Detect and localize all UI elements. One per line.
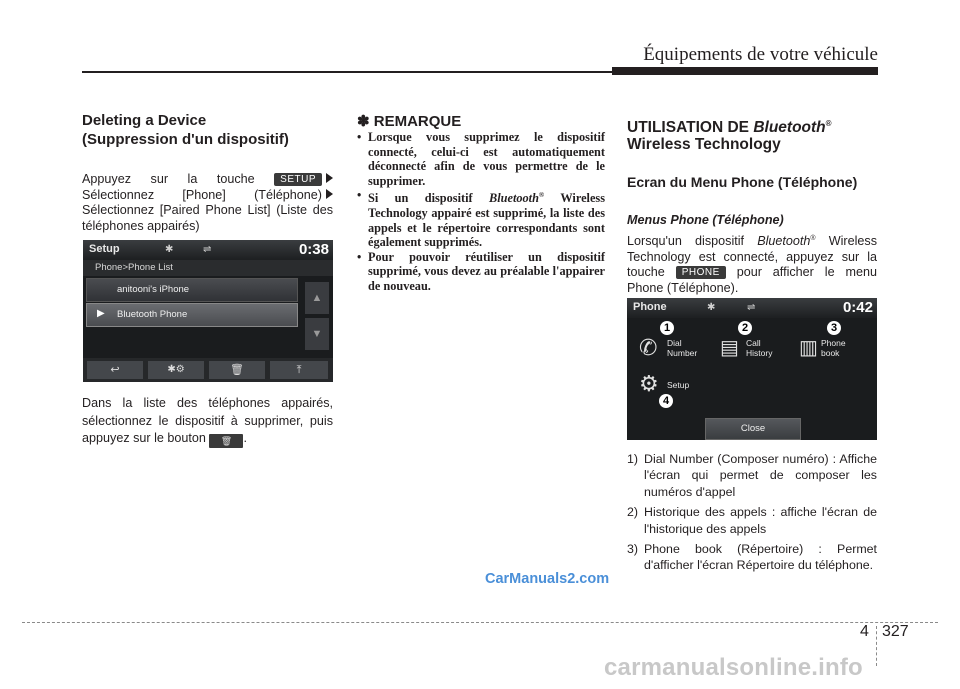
usb-icon: ⇌ bbox=[747, 302, 756, 313]
bluetooth-settings-icon[interactable]: ✱⚙ bbox=[148, 361, 204, 379]
screen-title: Setup bbox=[89, 243, 120, 255]
call-history-button[interactable] bbox=[720, 336, 790, 366]
menu-description-list bbox=[627, 451, 877, 578]
arrow-right-icon bbox=[326, 173, 333, 183]
section-title: Équipements de votre véhicule bbox=[643, 44, 878, 65]
header-rule bbox=[82, 71, 612, 73]
remark-title: REMARQUE bbox=[373, 113, 462, 130]
bluetooth-icon: ✱ bbox=[165, 244, 174, 255]
remark-item bbox=[357, 188, 605, 249]
bullet: • bbox=[357, 130, 362, 144]
dial-number-button[interactable] bbox=[639, 336, 709, 366]
delete-instruction: Dans la liste des téléphones appairés, sélectionnez le dispositif à supprimer, puis appuyez sur le bouton bbox=[82, 396, 333, 445]
callout-1: 1 bbox=[660, 321, 674, 335]
remark-item bbox=[357, 250, 605, 294]
handset-icon: ✆ bbox=[639, 335, 658, 360]
watermark-carmanuals2[interactable]: CarManuals2.com bbox=[485, 571, 610, 587]
registered-mark: ® bbox=[810, 235, 816, 242]
trash-icon: 🗑 bbox=[209, 434, 243, 448]
para-text: Lorsqu'un dispositif bbox=[627, 234, 745, 249]
bullet: • bbox=[357, 249, 362, 264]
util-prefix: UTILISATION DE bbox=[627, 119, 749, 137]
breadcrumb: Phone>Phone List bbox=[95, 262, 173, 273]
list-number: 2) bbox=[627, 505, 639, 520]
list-text: Dial Number (Composer numéro) : Affiche l'écran qui permet de composer les numéros d'appel bbox=[644, 452, 877, 499]
bullet: • bbox=[357, 188, 362, 203]
delete-icon[interactable]: 🗑 bbox=[209, 361, 265, 379]
remark-list bbox=[357, 130, 605, 294]
list-item bbox=[627, 451, 877, 500]
list-number: 1) bbox=[627, 452, 639, 466]
heading-deleting-device: Deleting a Device bbox=[82, 112, 207, 129]
site-watermark[interactable]: carmanualsonline.info bbox=[604, 654, 863, 681]
bluetooth-icon: ✱ bbox=[707, 302, 716, 313]
setup-menu-button[interactable] bbox=[639, 372, 709, 398]
list-number: 3) bbox=[627, 542, 639, 557]
setup-key: SETUP bbox=[274, 173, 322, 186]
phone-name: anitooni's iPhone bbox=[117, 284, 190, 295]
menu-label: Number bbox=[667, 348, 698, 358]
play-icon: ▶ bbox=[97, 308, 105, 319]
callout-3: 3 bbox=[827, 321, 841, 335]
list-item bbox=[627, 541, 877, 574]
screen-toolbar bbox=[83, 358, 333, 382]
clock: 0:38 bbox=[298, 241, 329, 258]
menu-label: Call bbox=[746, 338, 761, 348]
phone-list-item-iphone[interactable] bbox=[86, 278, 298, 302]
setup-phone-list-screen bbox=[83, 240, 333, 382]
menus-heading: Menus Phone (Téléphone) bbox=[627, 213, 784, 227]
instruction-line-3: Sélectionnez [Paired Phone List] (Liste des téléphones appairés) bbox=[82, 203, 333, 233]
bluetooth-word: Bluetooth bbox=[757, 234, 811, 249]
clock: 0:42 bbox=[842, 299, 873, 316]
gear-icon: ⚙ bbox=[639, 371, 659, 396]
list-text: Phone book (Répertoire) : Permet d'afficher l'écran Répertoire du téléphone. bbox=[644, 542, 877, 573]
phone-menu-screen bbox=[627, 298, 877, 440]
registered-mark: ® bbox=[825, 119, 832, 128]
bluetooth-word: Bluetooth bbox=[753, 119, 826, 137]
menu-label: Setup bbox=[667, 380, 690, 390]
phone-list-item-bluetooth[interactable] bbox=[86, 303, 298, 327]
remark-text: Si un dispositif bbox=[368, 191, 473, 206]
phone-key: PHONE bbox=[676, 266, 726, 279]
scroll-down-button[interactable]: ▼ bbox=[305, 318, 329, 350]
util-line2: Wireless Technology bbox=[627, 136, 781, 154]
screen-title: Phone bbox=[633, 301, 667, 313]
para-text: pour afficher le menu Phone (Téléphone). bbox=[627, 265, 877, 295]
top-icon[interactable]: ⤒ bbox=[270, 361, 328, 379]
instruction-line-1: Appuyez sur la touche bbox=[82, 172, 255, 186]
utilisation-heading bbox=[627, 115, 832, 153]
menu-label: History bbox=[746, 348, 773, 358]
instruction-line-2: Sélectionnez [Phone] (Téléphone) bbox=[82, 187, 322, 202]
instructions-paragraph bbox=[82, 172, 333, 234]
para-text: Wireless Technology est connecté, appuyez sur la touche bbox=[627, 234, 878, 280]
page-number: 327 bbox=[882, 623, 909, 640]
remark-text: Wireless Technology appairé est supprimé, la liste des appels et le répertoire correspondants sont également supprimés. bbox=[368, 191, 605, 250]
remark-text: Lorsque vous supprimez le dispositif connecté, celui-ci est automatiquement déconnecté afin de vous permettre de le supprimer. bbox=[368, 130, 605, 188]
delete-paragraph bbox=[82, 395, 333, 448]
page-number-divider bbox=[876, 626, 878, 666]
remark-item bbox=[357, 130, 605, 188]
chapter-number: 4 bbox=[860, 623, 869, 640]
remark-icon: ✽ bbox=[357, 113, 370, 130]
close-button[interactable]: Close bbox=[705, 418, 801, 440]
menu-label: Phone bbox=[821, 338, 846, 348]
phone-name: Bluetooth Phone bbox=[117, 309, 188, 320]
list-text: Historique des appels : affiche l'écran de l'historique des appels bbox=[644, 505, 877, 536]
ecran-heading: Ecran du Menu Phone (Téléphone) bbox=[627, 174, 858, 190]
call-history-icon: ▤ bbox=[720, 337, 739, 359]
bluetooth-word: Bluetooth bbox=[489, 191, 539, 206]
registered-mark: ® bbox=[538, 191, 545, 200]
callout-2: 2 bbox=[738, 321, 752, 335]
remark-heading bbox=[357, 112, 461, 130]
header-rule-thick bbox=[612, 67, 878, 75]
footer-rule bbox=[22, 622, 938, 623]
period: . bbox=[243, 431, 247, 445]
scroll-up-button[interactable]: ▲ bbox=[305, 282, 329, 314]
menu-label: Dial bbox=[667, 338, 682, 348]
list-item bbox=[627, 504, 877, 537]
callout-4: 4 bbox=[659, 394, 673, 408]
usb-icon: ⇌ bbox=[203, 244, 212, 255]
breadcrumb-bar bbox=[83, 260, 333, 276]
phone-book-icon: ▥ bbox=[799, 337, 818, 359]
phone-book-button[interactable] bbox=[799, 336, 869, 366]
arrow-right-icon bbox=[326, 189, 333, 199]
heading-suppression: (Suppression d'un dispositif) bbox=[82, 131, 289, 148]
phone-menu-paragraph bbox=[627, 231, 877, 296]
menu-label: book bbox=[821, 348, 840, 358]
back-icon[interactable]: ↩ bbox=[87, 361, 143, 379]
remark-text: Pour pouvoir réutiliser un dispositif supprimé, vous devez au préalable l'appairer de nouveau. bbox=[368, 249, 605, 294]
